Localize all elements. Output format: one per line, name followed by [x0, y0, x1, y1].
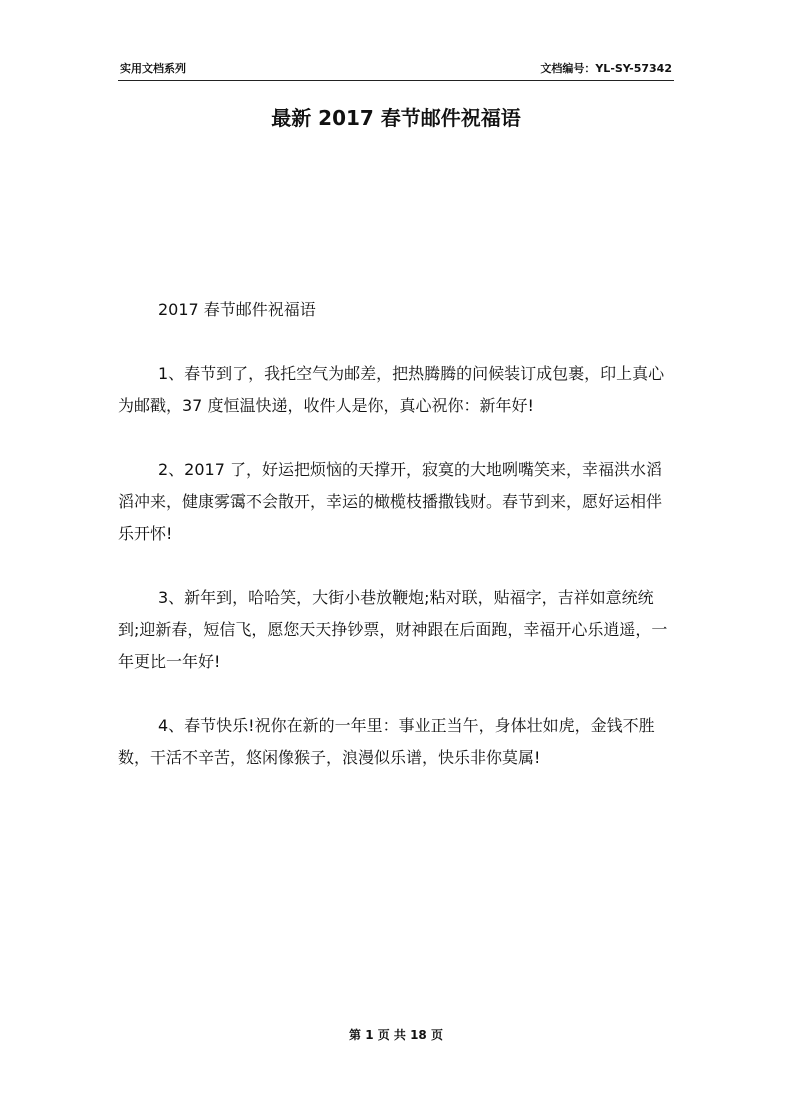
document-number: 文档编号：YL-SY-57342 [540, 62, 672, 75]
document-subtitle: 2017 春节邮件祝福语 [158, 300, 316, 319]
paragraph-1: 1、春节到了，我托空气为邮差，把热腾腾的问候装订成包裹，印上真心为邮戳，37 度恒温快递，收件人是你，真心祝你：新年好! [118, 364, 665, 415]
paragraph-2: 2、2017 了，好运把烦恼的天撑开，寂寞的大地咧嘴笑来，幸福洪水滔滔冲来，健康雾霭不会散开，幸运的橄榄枝播撒钱财。春节到来，愿好运相伴乐开怀! [118, 460, 663, 543]
document-body [118, 294, 674, 806]
page-header [118, 58, 674, 81]
paragraph-4: 4、春节快乐!祝你在新的一年里：事业正当午，身体壮如虎，金钱不胜数，干活不辛苦，悠闲像猴子，浪漫似乐谱，快乐非你莫属! [118, 716, 655, 767]
document-title: 最新 2017 春节邮件祝福语 [271, 106, 521, 130]
series-label: 实用文档系列 [120, 62, 186, 75]
page-footer: 第 1 页 共 18 页 [349, 1028, 443, 1042]
paragraph-3: 3、新年到，哈哈笑，大街小巷放鞭炮;粘对联，贴福字，吉祥如意统统到;迎新春，短信飞，愿您天天挣钞票，财神跟在后面跑，幸福开心乐逍遥，一年更比一年好! [118, 588, 668, 671]
